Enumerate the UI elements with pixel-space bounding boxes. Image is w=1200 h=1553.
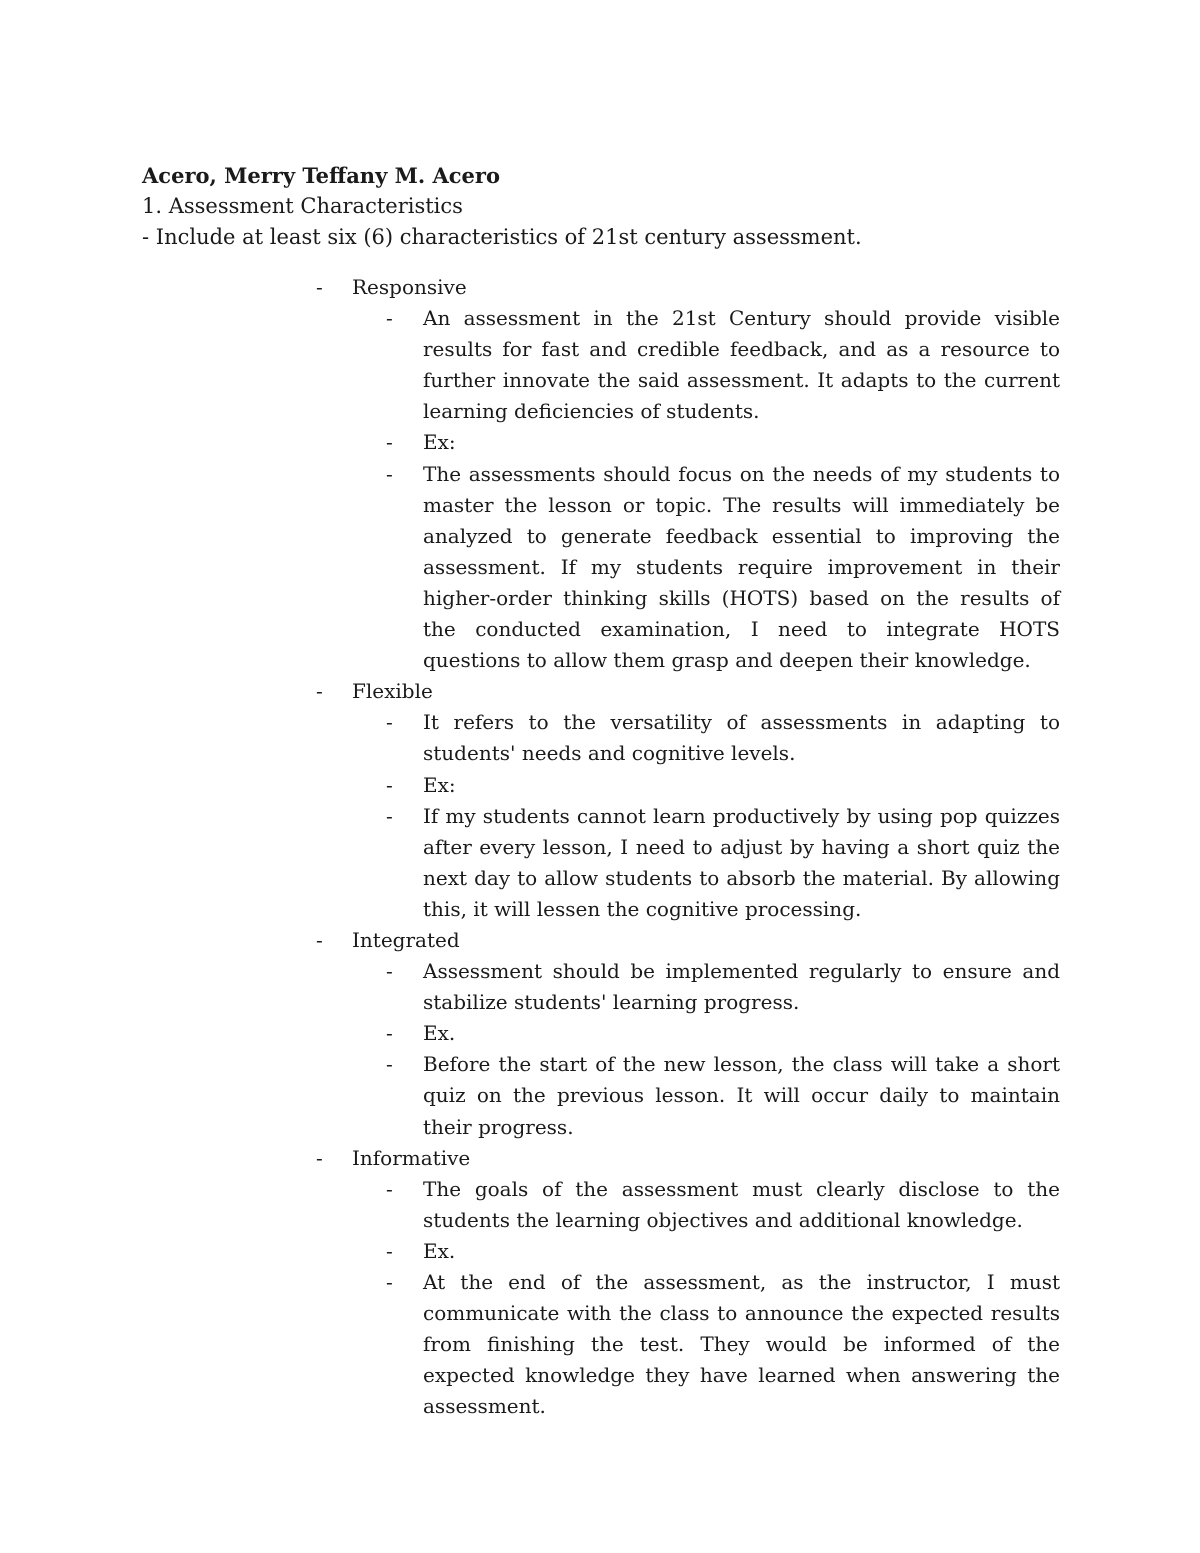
characteristic-point (352, 427, 1060, 458)
section-title: 1. Assessment Characteristics (142, 194, 463, 218)
characteristic-label: Flexible (352, 679, 433, 704)
point-text: Ex. (423, 1238, 456, 1263)
characteristic-point (352, 707, 1060, 769)
bullet-dash: - (386, 710, 393, 735)
point-text: The goals of the assessment must clearly disclose to the students the learning objectives and additional knowledge. (423, 1176, 1060, 1232)
characteristic-point (352, 801, 1060, 925)
characteristic-item (300, 676, 1060, 925)
characteristics-list (300, 272, 1060, 1422)
instruction-text: - Include at least six (6) characteristics of 21st century assessment. (142, 225, 862, 249)
bullet-dash: - (316, 275, 323, 299)
characteristic-point (352, 459, 1060, 677)
characteristic-point (352, 956, 1060, 1018)
characteristic-item (300, 272, 1060, 676)
point-text: At the end of the assessment, as the instructor, I must communicate with the class to announce the expected results from finishing the test. They would be informed of the expected knowledge they have learned when answering the assessment. (423, 1270, 1060, 1419)
point-text: Ex: (423, 772, 456, 797)
characteristic-point (352, 1049, 1060, 1142)
bullet-dash: - (316, 679, 323, 704)
bullet-dash: - (386, 1176, 393, 1201)
characteristic-label: Responsive (352, 275, 467, 299)
bullet-dash: - (316, 927, 323, 952)
characteristic-point (352, 1267, 1060, 1422)
characteristic-item (300, 925, 1060, 1143)
bullet-dash: - (386, 1021, 393, 1046)
bullet-dash: - (386, 461, 393, 486)
point-text: The assessments should focus on the needs of my students to master the lesson or topic. The results will immediately be analyzed to generate feedback essential to improving the assessment. If my students require improvement in their higher-order thinking skills (HOTS) based on the results of the conducted examination, I need to integrate HOTS questions to allow them grasp and deepen their knowledge. (423, 461, 1060, 673)
characteristic-label: Integrated (352, 927, 460, 952)
characteristic-point (352, 1018, 1060, 1049)
characteristic-point (352, 1236, 1060, 1267)
point-text: It refers to the versatility of assessments in adapting to students' needs and cognitive levels. (423, 710, 1060, 766)
bullet-dash: - (316, 1145, 323, 1170)
bullet-dash: - (386, 772, 393, 797)
point-text: Assessment should be implemented regularly to ensure and stabilize students' learning progress. (423, 959, 1060, 1015)
bullet-dash: - (386, 306, 393, 331)
point-text: Ex. (423, 1021, 456, 1046)
characteristic-point (352, 1174, 1060, 1236)
bullet-dash: - (386, 1238, 393, 1263)
point-text: Ex: (423, 430, 456, 455)
point-text: An assessment in the 21st Century should provide visible results for fast and credible feedback, and as a resource to further innovate the said assessment. It adapts to the current learning deficiencies of students. (423, 306, 1060, 424)
bullet-dash: - (386, 959, 393, 984)
bullet-dash: - (386, 1270, 393, 1294)
characteristic-point (352, 303, 1060, 427)
bullet-dash: - (386, 803, 393, 828)
point-text: If my students cannot learn productively by using pop quizzes after every lesson, I need to adjust by having a short quiz the next day to allow students to absorb the material. By allowing this, it will lessen the cognitive processing. (423, 803, 1060, 921)
document-header (142, 160, 1072, 253)
characteristic-item (300, 1143, 1060, 1423)
characteristic-point (352, 770, 1060, 801)
point-text: Before the start of the new lesson, the class will take a short quiz on the previous lesson. It will occur daily to maintain their progress. (423, 1052, 1060, 1139)
author-name: Acero, Merry Teffany M. Acero (142, 163, 500, 188)
bullet-dash: - (386, 430, 393, 455)
bullet-dash: - (386, 1052, 393, 1077)
characteristic-label: Informative (352, 1145, 471, 1170)
